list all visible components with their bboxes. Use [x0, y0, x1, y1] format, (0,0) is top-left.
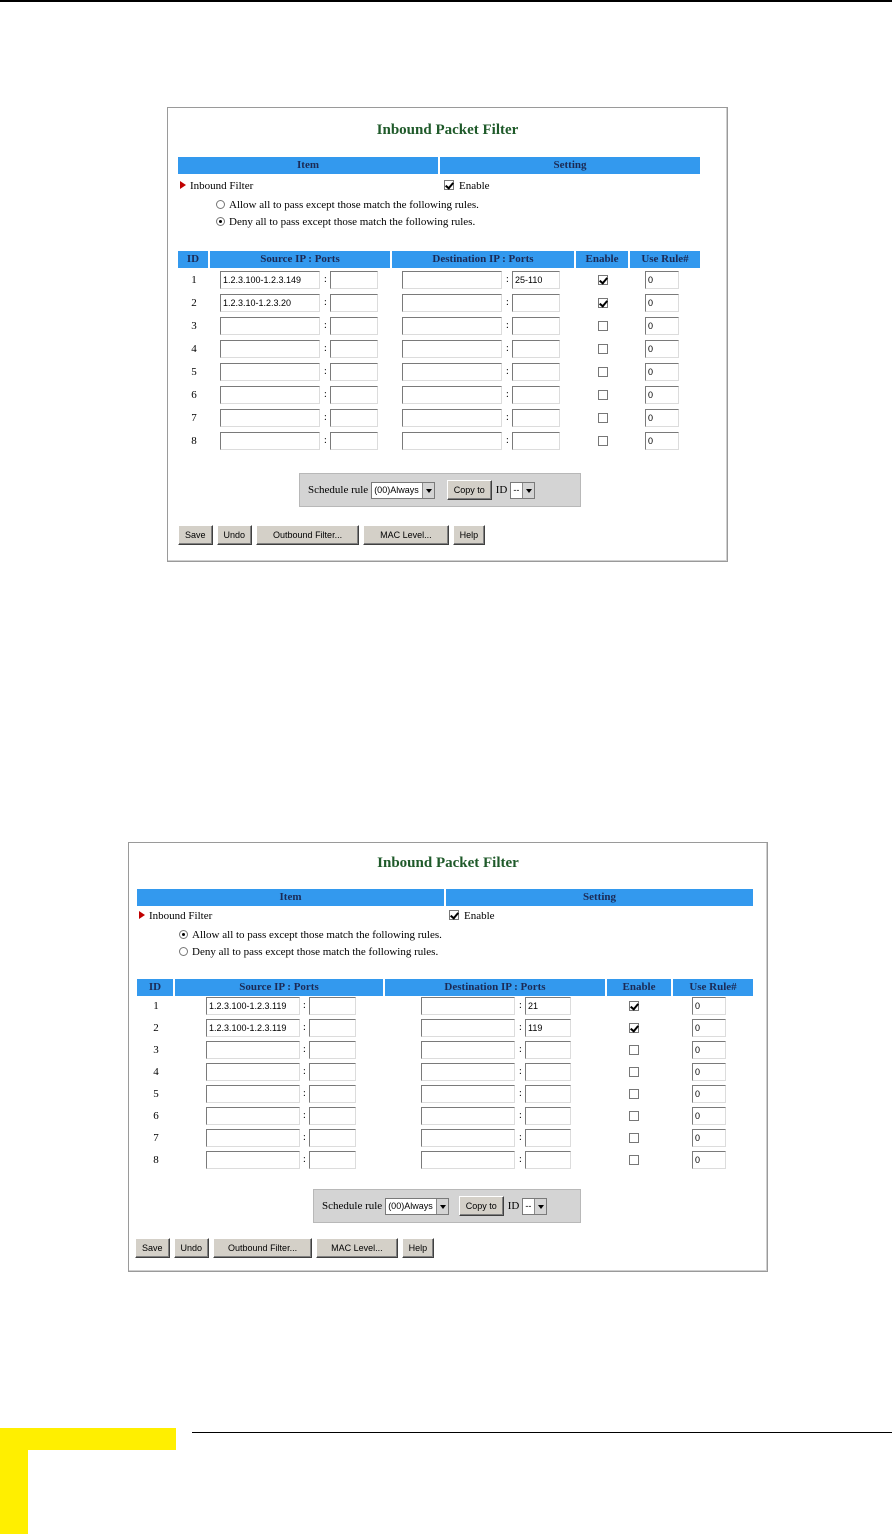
source-port-input[interactable]: [330, 386, 378, 404]
source-ip-input[interactable]: [206, 1151, 300, 1169]
copy-to-button[interactable]: Copy to: [447, 480, 492, 500]
colon-separator: :: [506, 412, 509, 423]
radio-deny-all[interactable]: Deny all to pass except those match the following rules.: [179, 945, 438, 959]
rule-enable-checkbox[interactable]: [598, 344, 608, 354]
colon-separator: :: [519, 1088, 522, 1099]
source-port-input[interactable]: [330, 432, 378, 450]
radio-icon[interactable]: [216, 217, 225, 226]
action-buttons: [135, 1238, 434, 1258]
destination-ip-input[interactable]: [402, 317, 502, 335]
destination-port-input[interactable]: [512, 317, 560, 335]
outbound-filter-button[interactable]: Outbound Filter...: [213, 1238, 312, 1258]
col-destination: Destination IP : Ports: [392, 251, 576, 268]
source-port-input[interactable]: [330, 317, 378, 335]
source-ip-input[interactable]: 1.2.3.100-1.2.3.119: [206, 997, 300, 1015]
source-ip-input[interactable]: 1.2.3.100-1.2.3.119: [206, 1019, 300, 1037]
radio-icon[interactable]: [179, 930, 188, 939]
destination-ip-input[interactable]: [421, 1063, 515, 1081]
colon-separator: :: [324, 435, 327, 446]
copy-id-select[interactable]: --: [522, 1198, 547, 1215]
chevron-down-icon: [534, 1199, 546, 1214]
source-port-input[interactable]: [330, 363, 378, 381]
red-triangle-icon: [180, 181, 186, 189]
use-rule-input[interactable]: 0: [645, 363, 679, 381]
colon-separator: :: [303, 1022, 306, 1033]
rule-enable-checkbox[interactable]: [629, 1133, 639, 1143]
rule-enable-checkbox[interactable]: [598, 321, 608, 331]
destination-ip-input[interactable]: [421, 997, 515, 1015]
row-id: 8: [153, 1154, 159, 1166]
colon-separator: :: [519, 1022, 522, 1033]
source-ip-input[interactable]: 1.2.3.10-1.2.3.20: [220, 294, 320, 312]
use-rule-input[interactable]: 0: [692, 1129, 726, 1147]
row-id: 8: [191, 435, 197, 447]
table-row: [168, 385, 768, 405]
colon-separator: :: [324, 366, 327, 377]
destination-ip-input[interactable]: [402, 432, 502, 450]
source-ip-input[interactable]: [206, 1107, 300, 1125]
colon-separator: :: [519, 1000, 522, 1011]
action-buttons: [178, 525, 485, 545]
copy-id-select[interactable]: --: [510, 482, 535, 499]
destination-port-input[interactable]: 25-110: [512, 271, 560, 289]
schedule-rule-label: Schedule rule: [322, 1200, 383, 1212]
red-triangle-icon: [139, 911, 145, 919]
destination-port-input[interactable]: [512, 340, 560, 358]
col-id: ID: [178, 251, 210, 268]
colon-separator: :: [519, 1154, 522, 1165]
item-header: Item: [137, 889, 446, 906]
col-source: Source IP : Ports: [175, 979, 385, 996]
panel-title: Inbound Packet Filter: [377, 855, 519, 871]
rule-enable-checkbox[interactable]: [598, 390, 608, 400]
schedule-rule-select[interactable]: (00)Always: [371, 482, 435, 499]
destination-ip-input[interactable]: [421, 1151, 515, 1169]
rule-enable-checkbox[interactable]: [598, 298, 608, 308]
table-row: [129, 1150, 729, 1170]
rule-enable-checkbox[interactable]: [629, 1111, 639, 1121]
use-rule-input[interactable]: 0: [645, 294, 679, 312]
radio-allow-all[interactable]: Allow all to pass except those match the following rules.: [179, 928, 442, 942]
table-row: [168, 408, 768, 428]
chevron-down-icon: [522, 483, 534, 498]
source-ip-input[interactable]: [206, 1129, 300, 1147]
destination-ip-input[interactable]: [402, 386, 502, 404]
rules-table-header: [178, 251, 700, 268]
destination-port-input[interactable]: [512, 432, 560, 450]
table-row: [129, 1128, 729, 1148]
row-id: 7: [153, 1132, 159, 1144]
copy-to-button[interactable]: Copy to: [459, 1196, 504, 1216]
schedule-rule-select[interactable]: (00)Always: [385, 1198, 449, 1215]
source-ip-input[interactable]: [206, 1063, 300, 1081]
enable-filter-checkbox[interactable]: Enable: [444, 179, 490, 193]
source-port-input[interactable]: [330, 271, 378, 289]
colon-separator: :: [303, 1044, 306, 1055]
colon-separator: :: [324, 297, 327, 308]
radio-allow-all[interactable]: Allow all to pass except those match the following rules.: [216, 198, 479, 212]
table-row: [129, 1040, 729, 1060]
col-destination: Destination IP : Ports: [385, 979, 607, 996]
radio-icon[interactable]: [216, 200, 225, 209]
col-source: Source IP : Ports: [210, 251, 392, 268]
colon-separator: :: [506, 297, 509, 308]
destination-port-input[interactable]: [512, 363, 560, 381]
item-header: Item: [178, 157, 440, 174]
destination-port-input[interactable]: [512, 386, 560, 404]
item-setting-header: [178, 157, 700, 174]
col-use-rule: Use Rule#: [630, 251, 700, 268]
destination-port-input[interactable]: [525, 1063, 571, 1081]
use-rule-input[interactable]: 0: [645, 386, 679, 404]
colon-separator: :: [519, 1066, 522, 1077]
row-id: 1: [153, 1000, 159, 1012]
use-rule-input[interactable]: 0: [645, 317, 679, 335]
rule-enable-checkbox[interactable]: [629, 1067, 639, 1077]
destination-port-input[interactable]: [512, 294, 560, 312]
colon-separator: :: [324, 343, 327, 354]
source-ip-input[interactable]: [220, 432, 320, 450]
colon-separator: :: [303, 1154, 306, 1165]
rules-table-header: [137, 979, 753, 996]
table-row: [168, 316, 768, 336]
setting-header: Setting: [440, 157, 700, 174]
row-id: 5: [191, 366, 197, 378]
source-ip-input[interactable]: [206, 1041, 300, 1059]
row-id: 1: [191, 274, 197, 286]
row-id: 2: [153, 1022, 159, 1034]
destination-ip-input[interactable]: [421, 1041, 515, 1059]
source-ip-input[interactable]: [220, 363, 320, 381]
use-rule-input[interactable]: 0: [692, 1019, 726, 1037]
setting-header: Setting: [446, 889, 753, 906]
page-top-rule: [0, 0, 892, 2]
col-enable: Enable: [607, 979, 673, 996]
table-row: [129, 1106, 729, 1126]
inbound-filter-screenshot-1: [167, 107, 728, 562]
use-rule-input[interactable]: 0: [645, 271, 679, 289]
source-port-input[interactable]: [309, 1063, 356, 1081]
use-rule-input[interactable]: 0: [645, 432, 679, 450]
chevron-down-icon: [436, 1199, 448, 1214]
colon-separator: :: [303, 1110, 306, 1121]
rule-enable-checkbox[interactable]: [598, 413, 608, 423]
colon-separator: :: [506, 389, 509, 400]
schedule-rule-label: Schedule rule: [308, 484, 369, 496]
use-rule-input[interactable]: 0: [692, 997, 726, 1015]
destination-port-input[interactable]: [525, 1151, 571, 1169]
id-label: ID: [507, 1200, 520, 1212]
destination-port-input[interactable]: [525, 1085, 571, 1103]
source-port-input[interactable]: [309, 1041, 356, 1059]
source-ip-input[interactable]: [220, 317, 320, 335]
source-port-input[interactable]: [309, 997, 356, 1015]
enable-filter-checkbox[interactable]: Enable: [449, 909, 495, 923]
row-id: 3: [153, 1044, 159, 1056]
destination-port-input[interactable]: [525, 1129, 571, 1147]
colon-separator: :: [324, 412, 327, 423]
inbound-filter-screenshot-2: [128, 842, 768, 1272]
row-id: 2: [191, 297, 197, 309]
radio-icon[interactable]: [179, 947, 188, 956]
destination-ip-input[interactable]: [421, 1019, 515, 1037]
inbound-filter-label: Inbound Filter: [180, 179, 253, 193]
destination-port-input[interactable]: [525, 1107, 571, 1125]
row-id: 7: [191, 412, 197, 424]
rule-enable-checkbox[interactable]: [629, 1155, 639, 1165]
use-rule-input[interactable]: 0: [692, 1085, 726, 1103]
inbound-filter-label: Inbound Filter: [139, 909, 212, 923]
destination-ip-input[interactable]: [421, 1129, 515, 1147]
table-row: [129, 1018, 729, 1038]
colon-separator: :: [303, 1088, 306, 1099]
save-button[interactable]: Save: [135, 1238, 170, 1258]
source-port-input[interactable]: [309, 1107, 356, 1125]
row-id: 4: [153, 1066, 159, 1078]
colon-separator: :: [506, 435, 509, 446]
mac-level-button[interactable]: MAC Level...: [316, 1238, 398, 1258]
rule-enable-checkbox[interactable]: [629, 1045, 639, 1055]
use-rule-input[interactable]: 0: [692, 1151, 726, 1169]
source-ip-input[interactable]: [220, 386, 320, 404]
undo-button[interactable]: Undo: [217, 525, 253, 545]
use-rule-input[interactable]: 0: [692, 1107, 726, 1125]
destination-ip-input[interactable]: [421, 1085, 515, 1103]
col-enable: Enable: [576, 251, 630, 268]
schedule-bar: [299, 473, 581, 507]
colon-separator: :: [519, 1044, 522, 1055]
colon-separator: :: [303, 1000, 306, 1011]
source-port-input[interactable]: [330, 340, 378, 358]
colon-separator: :: [506, 274, 509, 285]
destination-port-input[interactable]: 21: [525, 997, 571, 1015]
schedule-bar: [313, 1189, 581, 1223]
source-ip-input[interactable]: [220, 409, 320, 427]
col-use-rule: Use Rule#: [673, 979, 753, 996]
mac-level-button[interactable]: MAC Level...: [363, 525, 449, 545]
undo-button[interactable]: Undo: [174, 1238, 210, 1258]
colon-separator: :: [506, 343, 509, 354]
row-id: 5: [153, 1088, 159, 1100]
colon-separator: :: [303, 1066, 306, 1077]
chevron-down-icon: [422, 483, 434, 498]
radio-deny-all[interactable]: Deny all to pass except those match the following rules.: [216, 215, 475, 229]
destination-ip-input[interactable]: [402, 340, 502, 358]
destination-port-input[interactable]: [525, 1041, 571, 1059]
source-ip-input[interactable]: [206, 1085, 300, 1103]
source-port-input[interactable]: [309, 1129, 356, 1147]
use-rule-input[interactable]: 0: [692, 1041, 726, 1059]
row-id: 6: [191, 389, 197, 401]
table-row: [168, 293, 768, 313]
rule-enable-checkbox[interactable]: [629, 1001, 639, 1011]
source-port-input[interactable]: [309, 1019, 356, 1037]
rule-enable-checkbox[interactable]: [629, 1023, 639, 1033]
destination-ip-input[interactable]: [402, 409, 502, 427]
checkbox-icon[interactable]: [444, 180, 454, 190]
table-row: [168, 362, 768, 382]
colon-separator: :: [303, 1132, 306, 1143]
use-rule-input[interactable]: 0: [692, 1063, 726, 1081]
table-row: [129, 1062, 729, 1082]
help-button[interactable]: Help: [402, 1238, 435, 1258]
footer-rule: [192, 1432, 892, 1433]
footer-yellow-tab: [0, 1428, 28, 1534]
checkbox-icon[interactable]: [449, 910, 459, 920]
destination-port-input[interactable]: [512, 409, 560, 427]
colon-separator: :: [519, 1132, 522, 1143]
table-row: [129, 996, 729, 1016]
use-rule-input[interactable]: 0: [645, 340, 679, 358]
use-rule-input[interactable]: 0: [645, 409, 679, 427]
destination-ip-input[interactable]: [421, 1107, 515, 1125]
destination-ip-input[interactable]: [402, 363, 502, 381]
rule-enable-checkbox[interactable]: [598, 275, 608, 285]
source-port-input[interactable]: [309, 1085, 356, 1103]
destination-ip-input[interactable]: [402, 294, 502, 312]
table-row: [168, 431, 768, 451]
help-button[interactable]: Help: [453, 525, 486, 545]
source-port-input[interactable]: [330, 294, 378, 312]
row-id: 3: [191, 320, 197, 332]
outbound-filter-button[interactable]: Outbound Filter...: [256, 525, 359, 545]
table-row: [129, 1084, 729, 1104]
source-port-input[interactable]: [309, 1151, 356, 1169]
table-row: [168, 270, 768, 290]
source-ip-input[interactable]: 1.2.3.100-1.2.3.149: [220, 271, 320, 289]
col-id: ID: [137, 979, 175, 996]
colon-separator: :: [324, 389, 327, 400]
save-button[interactable]: Save: [178, 525, 213, 545]
rule-enable-checkbox[interactable]: [598, 436, 608, 446]
item-setting-header: [137, 889, 753, 906]
rule-enable-checkbox[interactable]: [629, 1089, 639, 1099]
row-id: 4: [191, 343, 197, 355]
colon-separator: :: [506, 320, 509, 331]
destination-port-input[interactable]: 119: [525, 1019, 571, 1037]
row-id: 6: [153, 1110, 159, 1122]
panel-title: Inbound Packet Filter: [376, 122, 519, 138]
colon-separator: :: [506, 366, 509, 377]
source-port-input[interactable]: [330, 409, 378, 427]
colon-separator: :: [519, 1110, 522, 1121]
source-ip-input[interactable]: [220, 340, 320, 358]
rule-enable-checkbox[interactable]: [598, 367, 608, 377]
colon-separator: :: [324, 274, 327, 285]
destination-ip-input[interactable]: [402, 271, 502, 289]
table-row: [168, 339, 768, 359]
id-label: ID: [495, 484, 508, 496]
colon-separator: :: [324, 320, 327, 331]
